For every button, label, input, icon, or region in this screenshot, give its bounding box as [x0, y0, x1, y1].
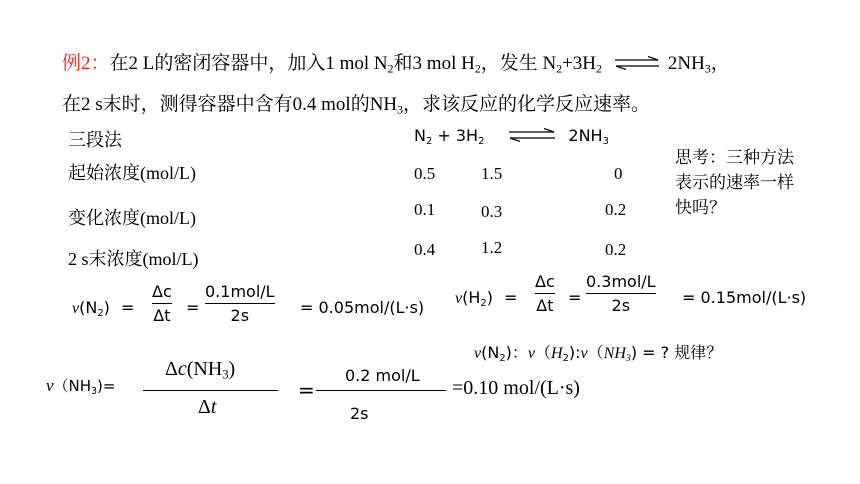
subscript: 3 — [704, 62, 711, 76]
change-nh3: 0.2 — [605, 200, 627, 219]
subscript: 3 — [222, 367, 229, 382]
row-label-final: 2 s末浓度(mol/L) — [68, 249, 199, 269]
subscript: 2 — [387, 62, 394, 76]
formula-text: N — [414, 126, 426, 145]
final-n2: 0.4 — [414, 240, 436, 259]
formula-text: = ? 规律？ — [637, 343, 723, 362]
final-nh3: 0.2 — [605, 240, 627, 259]
rate-symbol: v — [46, 376, 54, 395]
row-label-initial: 起始浓度(mol/L) — [68, 163, 196, 183]
numerator: 0.3mol/L — [586, 272, 656, 291]
subscript: 2 — [499, 352, 506, 364]
formula-text: ) — [103, 298, 110, 317]
problem-text: 在2 s末时，测得容器中含有0.4 mol的NH — [62, 94, 398, 115]
equals-sign: = — [504, 288, 518, 307]
formula-text: (N — [481, 343, 500, 362]
subscript: 2 — [562, 352, 569, 364]
formula-text: + 3H — [432, 126, 479, 145]
initial-nh3: 0 — [614, 164, 623, 183]
fraction-bar — [205, 303, 275, 304]
formula-text: ): — [568, 343, 581, 362]
rate-symbol: v — [455, 290, 463, 307]
formula-text: Δ — [198, 396, 211, 418]
rate-symbol: v — [72, 300, 80, 317]
think-line: 表示的速率一样 — [675, 173, 794, 193]
subscript: 3 — [91, 385, 97, 397]
equilibrium-arrow-icon — [508, 127, 556, 146]
example-label: 例2： — [62, 53, 110, 74]
final-h2: 1.2 — [481, 238, 503, 257]
problem-text: ，求该反应的化学反应速率。 — [403, 94, 651, 115]
rate-n2-result: = 0.05mol/(L·s) — [300, 298, 425, 317]
fraction-delta-c-over-delta-t — [535, 273, 555, 314]
rate-n2-lhs — [72, 298, 134, 318]
denominator: Δt — [536, 295, 554, 315]
nh3-denominator — [198, 396, 216, 419]
problem-text: 2NH — [667, 53, 705, 74]
formula-text: (NH — [186, 358, 223, 380]
fraction-delta-c-over-delta-t — [152, 283, 172, 324]
fraction-bar — [535, 293, 555, 294]
fraction-bar — [316, 390, 446, 391]
think-line: 思考：三种方法 — [675, 148, 794, 168]
think-line: 快吗？ — [675, 198, 726, 218]
rate-ratio-question — [474, 340, 722, 363]
subscript: 2 — [425, 135, 433, 147]
problem-text: 在2 L的密闭容器中，加入1 mol N — [109, 53, 388, 74]
equals-sign: = — [568, 288, 582, 307]
subscript: 3 — [625, 352, 631, 364]
formula-text: (H — [462, 288, 481, 307]
problem-text: +3H — [562, 53, 597, 74]
initial-n2: 0.5 — [414, 164, 436, 183]
reaction-equation — [414, 126, 609, 146]
fraction-n2-value — [205, 283, 275, 324]
equals-sign: = — [120, 298, 135, 317]
subscript: 2 — [478, 135, 485, 147]
fraction-bar — [152, 303, 172, 304]
formula-text: )： — [505, 343, 528, 362]
denominator: 2s — [230, 305, 250, 325]
problem-text: 和3 mol H — [393, 53, 475, 74]
equals-sign: = — [186, 298, 200, 317]
denominator: 2s — [611, 295, 631, 315]
change-n2: 0.1 — [414, 200, 436, 219]
rate-symbol: v — [580, 345, 588, 362]
denominator: Δt — [153, 305, 171, 325]
formula-text: （ — [535, 343, 552, 362]
fraction-bar — [586, 293, 656, 294]
formula-text: c — [177, 358, 187, 380]
subscript: 2 — [556, 62, 563, 76]
problem-text: ， — [710, 53, 730, 74]
subscript: 2 — [474, 62, 481, 76]
formula-text: （NH — [53, 377, 92, 395]
nh3-value-denominator: 2s — [350, 404, 369, 423]
equals-sign: = — [298, 378, 315, 402]
subscript: 3 — [602, 135, 609, 147]
problem-line-2 — [62, 89, 650, 116]
formula-text: )= — [96, 377, 116, 395]
rate-nh3-lhs — [46, 375, 115, 396]
fraction-h2-value — [586, 273, 656, 314]
initial-h2: 1.5 — [481, 164, 503, 183]
method-title: 三段法 — [68, 130, 122, 151]
formula-text: ) — [630, 343, 638, 362]
subscript: 2 — [596, 62, 602, 76]
formula-text: NH — [603, 345, 626, 362]
subscript: 3 — [397, 103, 404, 117]
formula-text: (N — [79, 298, 98, 317]
rate-symbol: v — [527, 345, 535, 362]
nh3-numerator — [165, 358, 235, 381]
rate-h2-result: = 0.15mol/(L·s) — [682, 288, 807, 307]
think-note — [675, 146, 794, 221]
formula-text: t — [210, 396, 217, 418]
fraction-bar — [143, 390, 278, 391]
formula-text: Δ — [165, 358, 178, 380]
row-label-change: 变化浓度(mol/L) — [68, 208, 196, 228]
formula-text: ) — [486, 288, 493, 307]
problem-text: ，发生 N — [480, 53, 557, 74]
nh3-value-numerator: 0.2 mol/L — [345, 366, 420, 385]
formula-text: 2NH — [568, 126, 603, 145]
change-h2: 0.3 — [481, 202, 503, 221]
rate-nh3-result: =0.10 mol/(L·s) — [452, 377, 580, 399]
subscript: 2 — [97, 307, 104, 319]
equilibrium-arrow-icon — [614, 54, 660, 76]
rate-h2-lhs — [455, 288, 517, 308]
numerator: Δc — [152, 282, 172, 301]
rate-symbol: v — [474, 345, 482, 362]
formula-text: （ — [587, 343, 604, 362]
formula-text: ) — [228, 358, 236, 380]
subscript: 2 — [480, 297, 487, 309]
numerator: Δc — [535, 272, 555, 291]
formula-text: H — [551, 345, 563, 362]
numerator: 0.1mol/L — [205, 282, 275, 301]
problem-line-1 — [62, 48, 730, 76]
